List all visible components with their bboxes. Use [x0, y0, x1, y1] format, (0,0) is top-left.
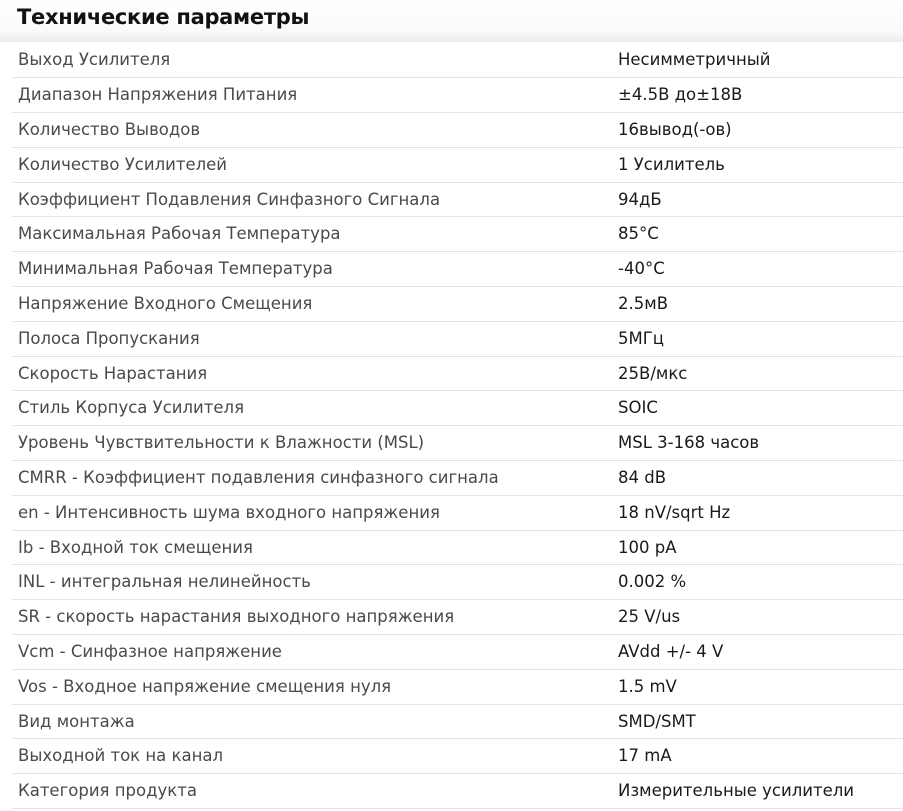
param-name: Диапазон Напряжения Питания	[12, 78, 613, 113]
param-name: SR - скорость нарастания выходного напряжения	[12, 600, 613, 635]
param-name: Стиль Корпуса Усилителя	[12, 391, 613, 426]
param-name: Коэффициент Подавления Синфазного Сигнала	[12, 182, 613, 217]
table-row	[12, 461, 903, 496]
param-name: Вид монтажа	[12, 704, 613, 739]
param-value: 16вывод(-ов)	[613, 113, 903, 148]
table-row	[12, 530, 903, 565]
param-name: Vos - Входное напряжение смещения нуля	[12, 669, 613, 704]
param-value: 17 mA	[613, 739, 903, 774]
param-name: INL - интегральная нелинейность	[12, 565, 613, 600]
param-name: Полоса Пропускания	[12, 321, 613, 356]
table-row	[12, 391, 903, 426]
table-row	[12, 182, 903, 217]
param-name: Количество Выводов	[12, 113, 613, 148]
table-row	[12, 635, 903, 670]
table-row	[12, 495, 903, 530]
table-row	[12, 774, 903, 809]
param-value: ±4.5В до±18В	[613, 78, 903, 113]
param-name: Максимальная Рабочая Температура	[12, 217, 613, 252]
param-value: 25 V/us	[613, 600, 903, 635]
param-value: 18 nV/sqrt Hz	[613, 495, 903, 530]
param-value: 0.002 %	[613, 565, 903, 600]
param-name: Количество Усилителей	[12, 147, 613, 182]
param-name: Уровень Чувствительности к Влажности (MSL)	[12, 426, 613, 461]
param-name: Vcm - Синфазное напряжение	[12, 635, 613, 670]
param-value: 94дБ	[613, 182, 903, 217]
param-value: 85°C	[613, 217, 903, 252]
table-row	[12, 600, 903, 635]
table-row	[12, 78, 903, 113]
param-name: Минимальная Рабочая Температура	[12, 252, 613, 287]
table-row	[12, 113, 903, 148]
section-title: Технические параметры	[17, 5, 310, 29]
spec-table	[12, 43, 903, 809]
table-row	[12, 321, 903, 356]
param-name: Выход Усилителя	[12, 43, 613, 78]
param-value: AVdd +/- 4 V	[613, 635, 903, 670]
param-name: CMRR - Коэффициент подавления синфазного сигнала	[12, 461, 613, 496]
param-value: MSL 3-168 часов	[613, 426, 903, 461]
section-header	[0, 0, 903, 42]
table-row	[12, 669, 903, 704]
param-value: Измерительные усилители	[613, 774, 903, 809]
param-value: SMD/SMT	[613, 704, 903, 739]
param-name: Ib - Входной ток смещения	[12, 530, 613, 565]
param-value: 5МГц	[613, 321, 903, 356]
param-name: Выходной ток на канал	[12, 739, 613, 774]
table-row	[12, 147, 903, 182]
table-row	[12, 287, 903, 322]
param-name: Скорость Нарастания	[12, 356, 613, 391]
table-row	[12, 704, 903, 739]
table-row	[12, 217, 903, 252]
table-row	[12, 565, 903, 600]
param-value: 2.5мВ	[613, 287, 903, 322]
param-name: Категория продукта	[12, 774, 613, 809]
param-value: SOIC	[613, 391, 903, 426]
param-value: Несимметричный	[613, 43, 903, 78]
param-value: 100 pA	[613, 530, 903, 565]
table-row	[12, 426, 903, 461]
param-name: Напряжение Входного Смещения	[12, 287, 613, 322]
table-row	[12, 252, 903, 287]
table-row	[12, 356, 903, 391]
param-value: 84 dB	[613, 461, 903, 496]
param-name: en - Интенсивность шума входного напряжения	[12, 495, 613, 530]
param-value: 25В/мкс	[613, 356, 903, 391]
param-value: 1 Усилитель	[613, 147, 903, 182]
table-row	[12, 43, 903, 78]
param-value: 1.5 mV	[613, 669, 903, 704]
param-value: -40°C	[613, 252, 903, 287]
table-row	[12, 739, 903, 774]
